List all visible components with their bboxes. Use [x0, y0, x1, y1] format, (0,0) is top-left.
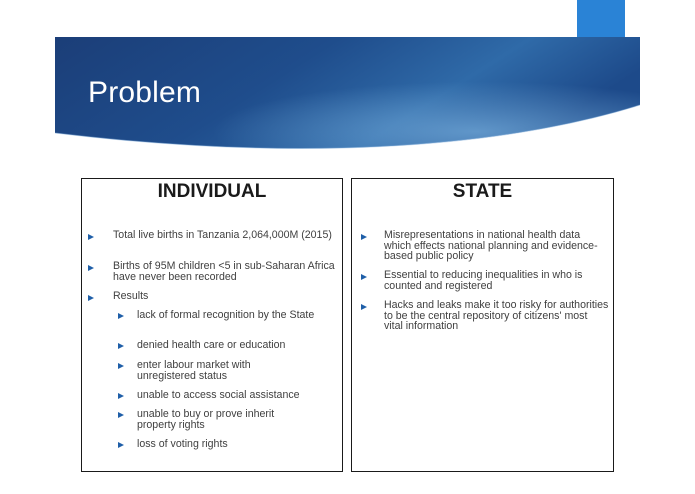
list-item: Results — [113, 290, 149, 302]
sub-list-item: lack of formal recognition by the State — [137, 309, 315, 321]
list-item: Hacks and leaks make it too risky for authorities to be the central repository of citizens' most vital information — [384, 299, 609, 332]
slide-title: Problem — [88, 76, 202, 109]
bullet-icon — [118, 343, 124, 349]
bullet-icon — [118, 363, 124, 369]
state-heading: STATE — [452, 181, 513, 202]
sub-list-item: enter labour market with unregistered status — [137, 359, 251, 382]
bullet-icon — [118, 313, 124, 319]
list-item: Births of 95M children <5 in sub-Saharan Africa have never been recorded — [113, 260, 335, 283]
list-item: Total live births in Tanzania 2,064,000M (2015) — [113, 229, 332, 241]
bullet-icon — [88, 234, 94, 240]
bullet-icon — [361, 304, 367, 310]
bullet-icon — [88, 295, 94, 301]
bullet-icon — [118, 442, 124, 448]
sub-list-item: loss of voting rights — [137, 438, 228, 450]
bullet-icon — [361, 274, 367, 280]
sub-list-item: unable to buy or prove inherit property rights — [137, 408, 275, 431]
bullet-icon — [118, 412, 124, 418]
list-item: Essential to reducing inequalities in who is counted and registered — [384, 269, 583, 292]
bullet-icon — [88, 265, 94, 271]
sub-list-item: denied health care or education — [137, 339, 286, 351]
individual-heading: INDIVIDUAL — [157, 181, 267, 202]
state-panel — [351, 178, 614, 472]
bullet-icon — [118, 393, 124, 399]
sub-list-item: unable to access social assistance — [137, 389, 300, 401]
list-item: Misrepresentations in national health data which effects national planning and evidence-based public policy — [384, 229, 598, 262]
individual-panel — [81, 178, 343, 472]
bullet-icon — [361, 234, 367, 240]
